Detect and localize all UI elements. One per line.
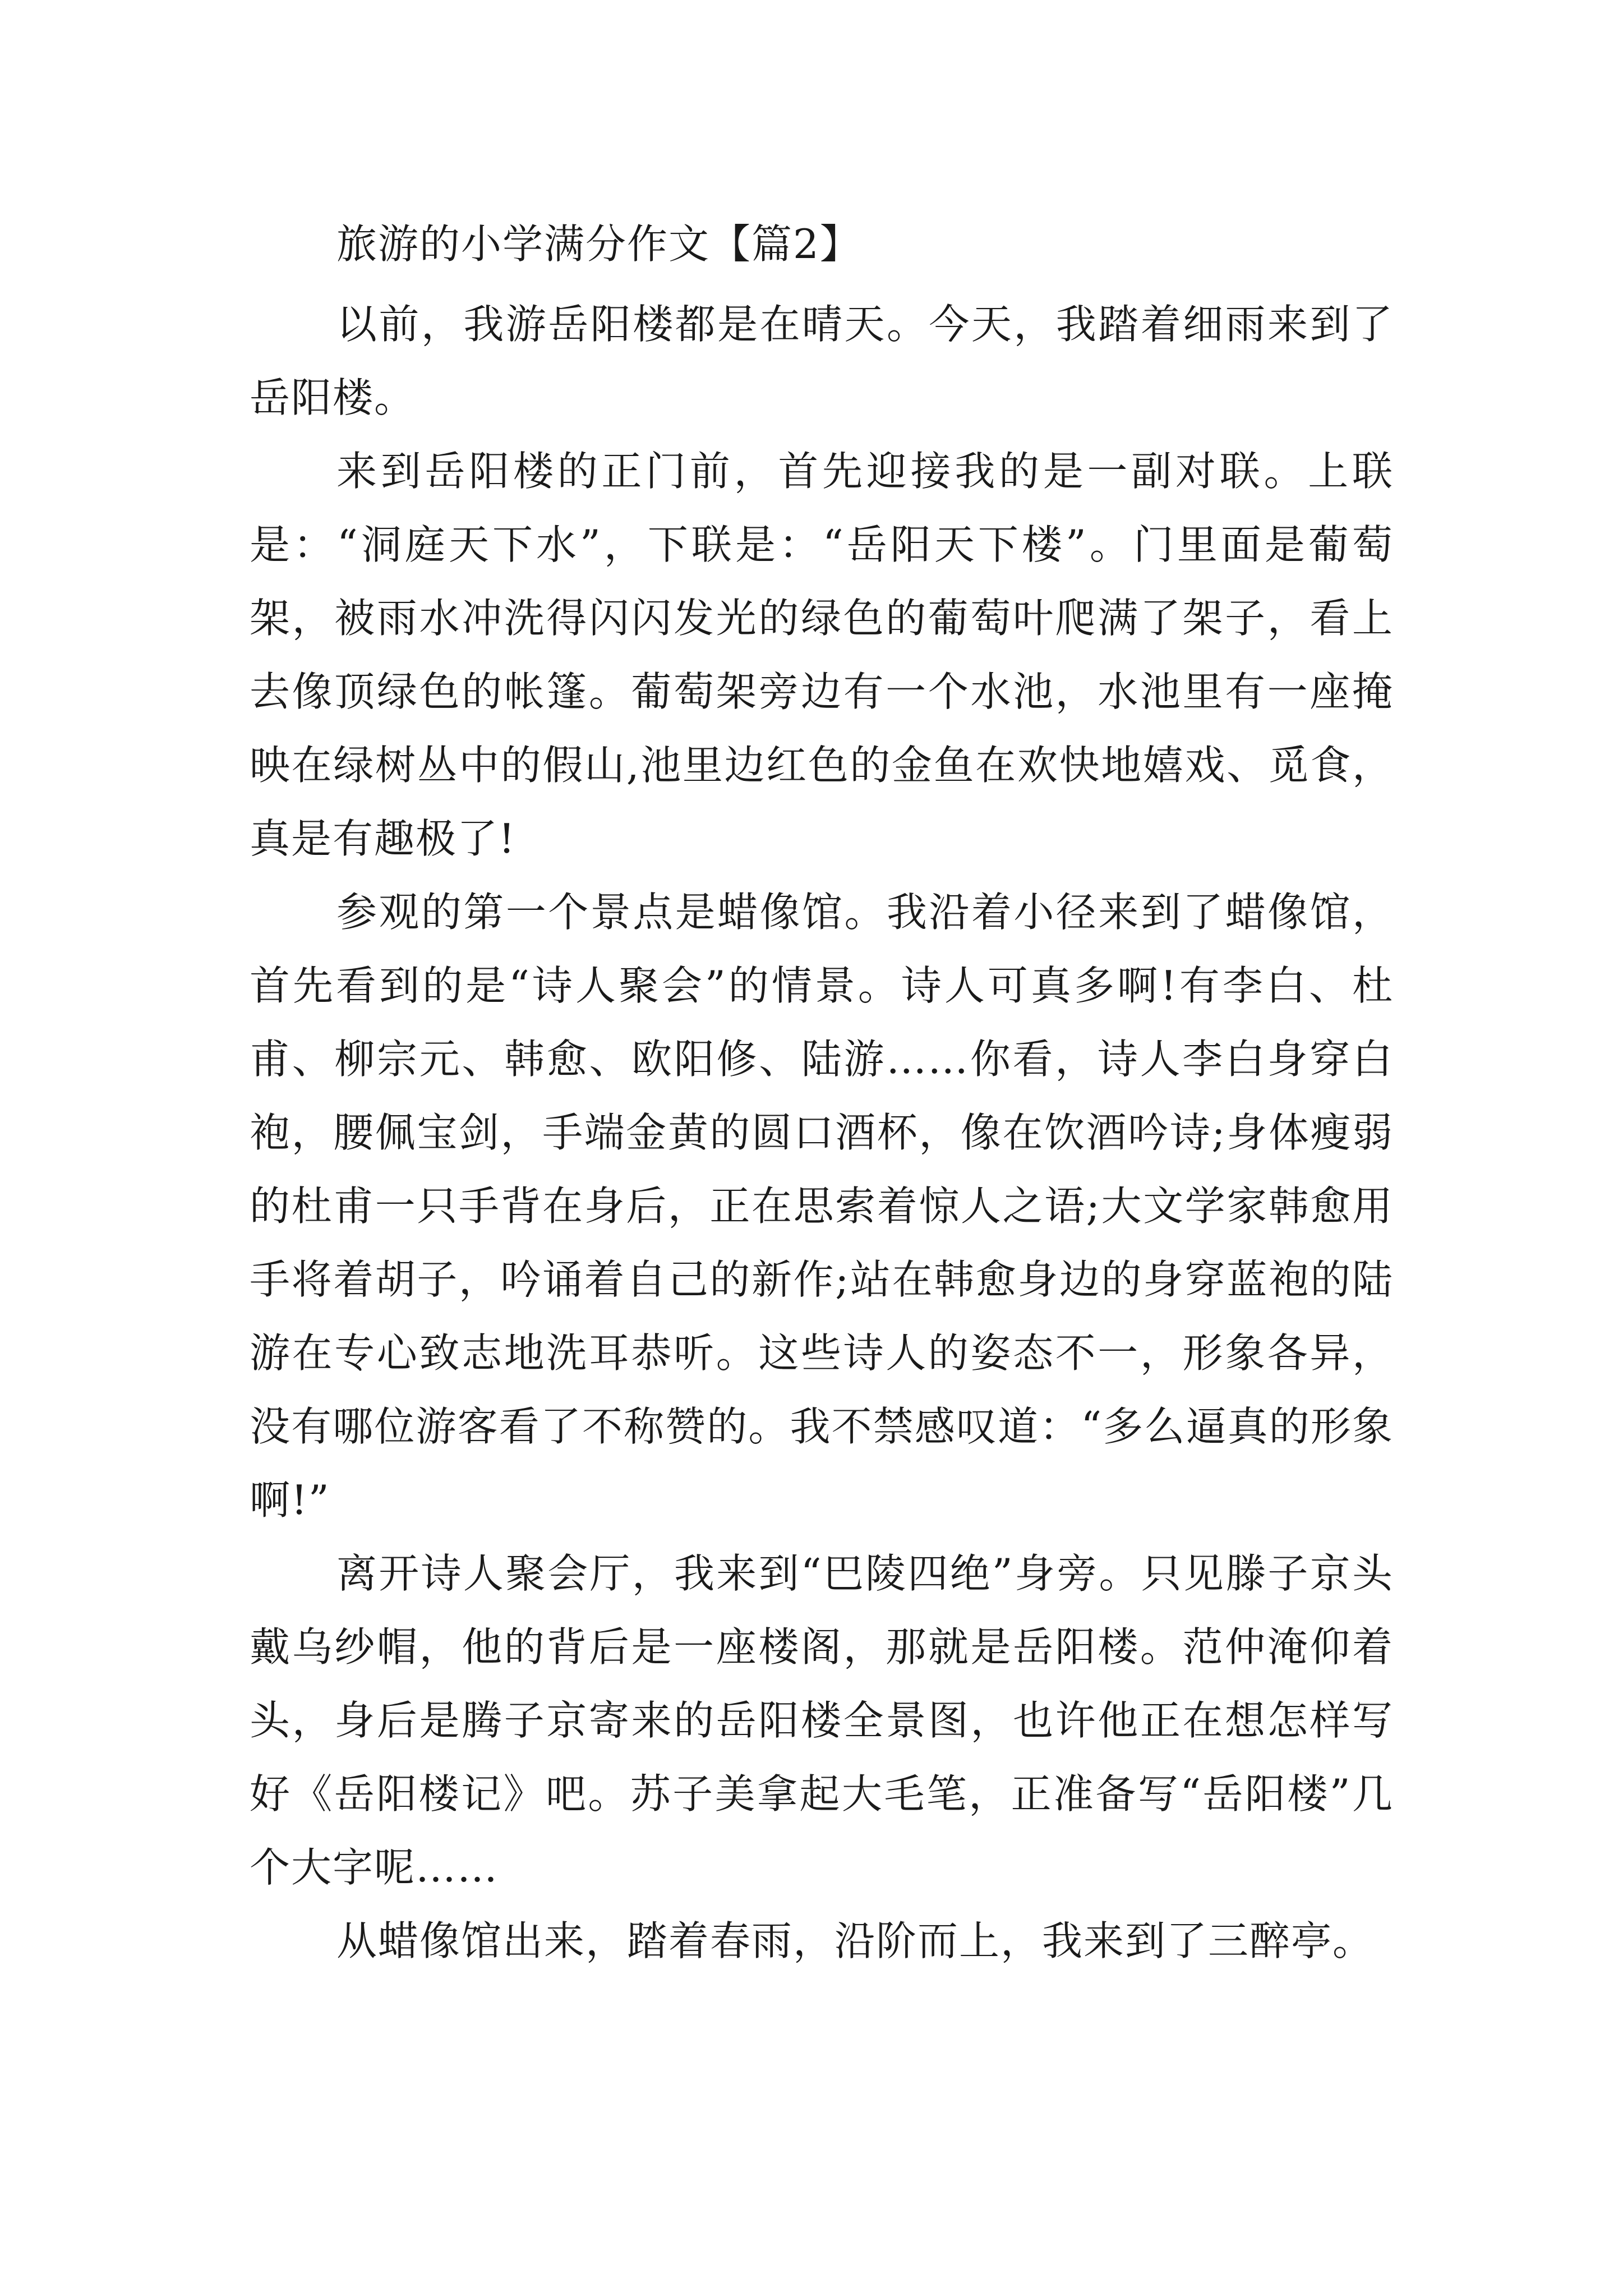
- paragraph-4: 离开诗人聚会厅，我来到“巴陵四绝”身旁。只见滕子京头戴乌纱帽，他的背后是一座楼阁，那就是岳阳楼。范仲淹仰着头，身后是腾子京寄来的岳阳楼全景图，也许他正在想怎样写好《岳阳楼记》吧。苏子美拿起大毛笔，正准备写“岳阳楼”几个大字呢……: [250, 1550, 1394, 1891]
- essay-title: 旅游的小学满分作文【篇2】: [336, 220, 861, 268]
- paragraph-2: 来到岳阳楼的正门前，首先迎接我的是一副对联。上联是：“洞庭天下水”，下联是：“岳阳天下楼”。门里面是葡萄架，被雨水冲洗得闪闪发光的绿色的葡萄叶爬满了架子，看上去像顶绿色的帐篷。葡萄架旁边有一个水池，水池里有一座掩映在绿树丛中的假山,池里边红色的金鱼在欢快地嬉戏、觅食，真是有趣极了!: [250, 448, 1394, 862]
- document-body: [250, 208, 1394, 1978]
- paragraph-5: 从蜡像馆出来，踏着春雨，沿阶而上，我来到了三醉亭。: [336, 1917, 1375, 1964]
- paragraph-3: 参观的第一个景点是蜡像馆。我沿着小径来到了蜡像馆，首先看到的是“诗人聚会”的情景。诗人可真多啊!有李白、杜甫、柳宗元、韩愈、欧阳修、陆游……你看，诗人李白身穿白袍，腰佩宝剑，手端金黄的圆口酒杯，像在饮酒吟诗;身体瘦弱的杜甫一只手背在身后，正在思索着惊人之语;大文学家韩愈用手将着胡子，吟诵着自己的新作;站在韩愈身边的身穿蓝袍的陆游在专心致志地洗耳恭听。这些诗人的姿态不一，形象各异，没有哪位游客看了不称赞的。我不禁感叹道：“多么逼真的形象啊!”: [250, 889, 1394, 1524]
- paragraph-1: 以前，我游岳阳楼都是在晴天。今天，我踏着细雨来到了岳阳楼。: [250, 301, 1394, 421]
